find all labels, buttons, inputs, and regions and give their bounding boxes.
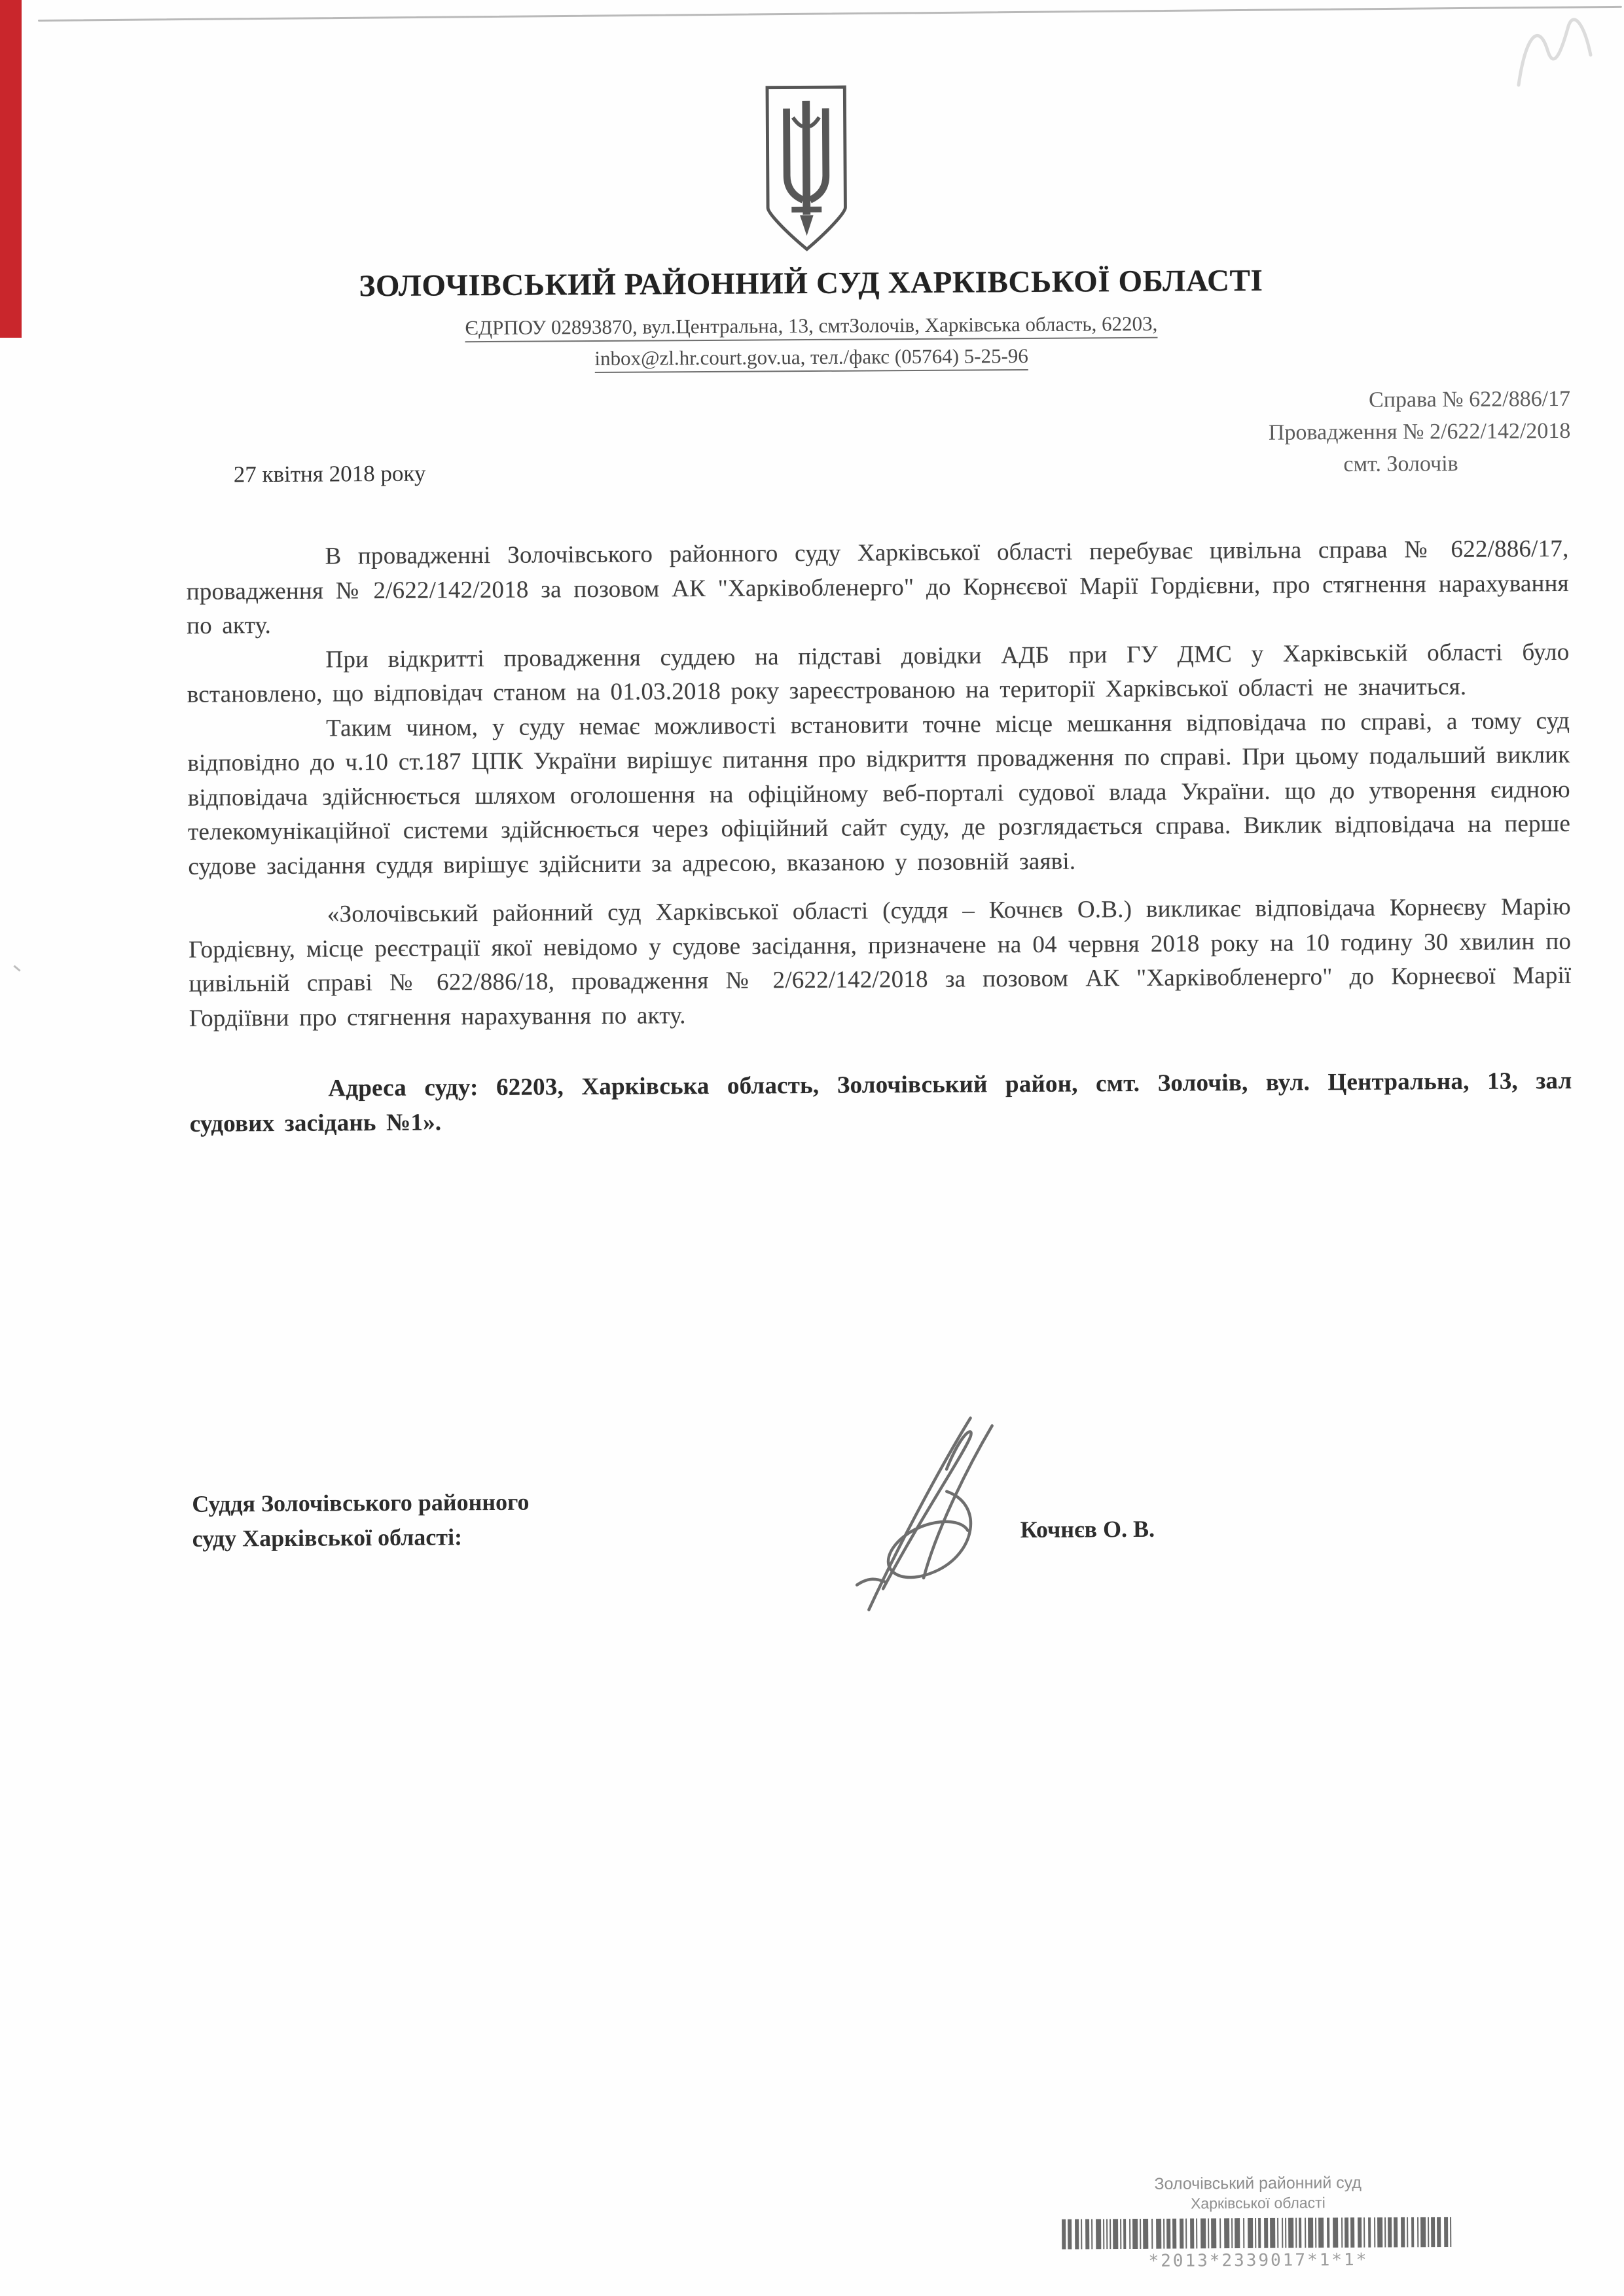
court-address-line: ЄДРПОУ 02893870, вул.Центральна, 13, смтЗолочів, Харківська область, 62203, (91, 310, 1531, 342)
body-paragraph: При відкритті провадження суддею на підставі довідки АДБ при ГУ ДМС у Харківській області було встановлено, що відповідач станом на 01.03.2018 року зареєстрованою на території Харківської області не значиться. (187, 638, 1570, 708)
body-paragraph: «Золочівський районний суд Харківської області (суддя – Кочнєв О.В.) викликає відповідача Корнеєву Марію Гордієвну, місце реєстрації якої невідомо у судове засідання, призначене на 04 червня 2018 року на 10 годину 30 хвилин по цивільній справі № 622/886/18, провадження № 2/622/142/2018 за позовом АК "Харківобленерго" до Корнеєвої Марії Гордіївни про стягнення нарахування по акту. (189, 893, 1572, 1032)
body-paragraph: В провадженні Золочівського районного суду Харківської області перебуває цивільна справа № 622/886/17, провадження № 2/622/142/2018 за позовом АК "Харківобленерго" до Корнєєвої Марії Гордієвни, про стягнення нарахування по акту. (186, 535, 1569, 639)
document-date: 27 квітня 2018 року (233, 460, 426, 488)
court-title: ЗОЛОЧІВСЬКИЙ РАЙОННИЙ СУД ХАРКІВСЬКОЇ ОБЛАСТІ (359, 263, 1263, 304)
judge-signature-label: Суддя Золочівського районного суду Харківської області: (192, 1488, 530, 1552)
case-number: Справа № 622/886/17 (1368, 386, 1571, 412)
footer-stamp-block (1027, 2173, 1490, 2272)
ukraine-trident-coat-of-arms-icon (763, 82, 850, 256)
court-address-paragraph: Адреса суду: 62203, Харківська область, Золочівський район, смт. Золочів, вул. Центральна, 13, зал судових засідань №1». (189, 1067, 1572, 1138)
proceeding-number: Провадження № 2/622/142/2018 (1268, 418, 1571, 445)
court-contact-line: inbox@zl.hr.court.gov.ua, тел./факс (05764) 5-25-96 (92, 341, 1532, 373)
case-info-block (1268, 383, 1570, 481)
document-body (186, 532, 1572, 1141)
barcode-text: *2013*2339017*1*1* (1148, 2250, 1369, 2271)
code39-barcode-icon (1027, 2217, 1489, 2250)
footer-court-region: Харківської області (1190, 2194, 1326, 2212)
case-place: смт. Золочів (1343, 451, 1458, 477)
judge-name: Кочнєв О. В. (1020, 1515, 1155, 1543)
handwritten-signature-icon (837, 1412, 1018, 1620)
body-paragraph: Таким чином, у суду немає можливості встановити точне місце мешкання відповідача по справі, а тому суд відповідно до ч.10 ст.187 ЦПК України вирішує питання про відкриття провадження по справі. При цьому подальший виклик відповідача здійснюється шляхом оголошення на офіційному веб-порталі судової влада України. що до утворення єидною телекомунікаційної системи здійснюється через офіційний сайт суду, де розглядається справа. Виклик відповідача на перше судове засідання суддя вирішує здійснити за адресою, вказаною у позовній заяві. (187, 707, 1571, 880)
footer-court-name: Золочівський районний суд (1154, 2173, 1362, 2193)
